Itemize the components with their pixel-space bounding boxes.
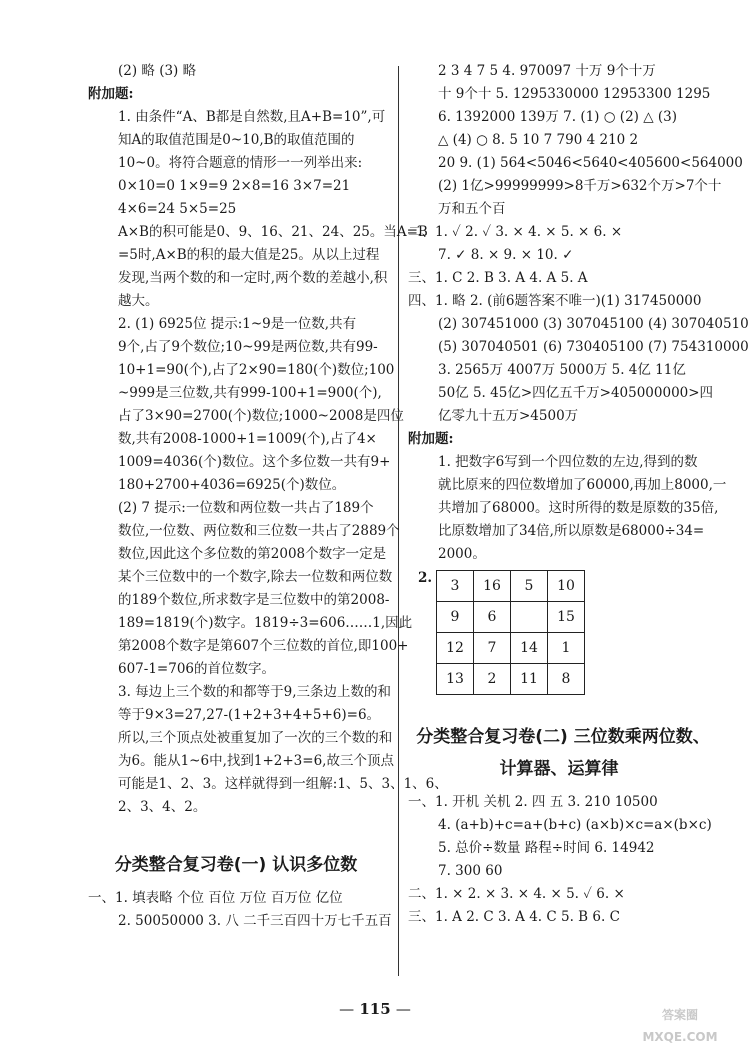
- answer-line: 3. 2565万 4007万 5000万 5. 4亿 11亿: [438, 362, 686, 378]
- answer-line: 第2008个数字是第607个三位数的首位,即100+: [118, 638, 409, 654]
- answer-line: 附加题:: [88, 86, 134, 102]
- magic-square-grid: [436, 570, 585, 695]
- answer-line: 二、1. ✓ 2. ✓ 3. × 4. × 5. × 6. ×: [408, 224, 623, 240]
- answer-line: 189=1819(个)数字。1819÷3=606……1,因此: [118, 615, 413, 631]
- answer-line: (2) 307451000 (3) 307045100 (4) 307040510: [438, 316, 749, 332]
- answer-line: 三、1. A 2. C 3. A 4. C 5. B 6. C: [408, 909, 620, 925]
- answer-line: 二、1. × 2. × 3. × 4. × 5. ✓ 6. ×: [408, 886, 625, 902]
- answer-line: 50亿 5. 45亿>四亿五千万>405000000>四: [438, 385, 714, 401]
- footer-dash-right: —: [395, 1000, 411, 1018]
- answer-line: 万和五个百: [438, 201, 506, 217]
- answer-line: (5) 307040501 (6) 730405100 (7) 754310000: [438, 339, 749, 355]
- answer-line: 2 3 4 7 5 4. 970097 十万 9个十万: [438, 63, 656, 79]
- grid-cell: 14: [511, 633, 548, 664]
- answer-line: 就比原来的四位数增加了60000,再加上8000,一: [438, 477, 727, 493]
- answer-line: 2000。: [438, 546, 486, 562]
- answer-line: 一、1. 填表略 个位 百位 万位 百万位 亿位: [88, 890, 343, 906]
- right-column: [408, 60, 749, 929]
- grid-cell: 10: [548, 571, 585, 602]
- magic-square: [418, 570, 710, 695]
- answer-line: 附加题:: [408, 431, 454, 447]
- grid-row: [437, 664, 585, 695]
- answer-line: 1. 把数字6写到一个四位数的左边,得到的数: [438, 454, 698, 470]
- grid-cell: 12: [437, 633, 474, 664]
- grid-cell: 9: [437, 602, 474, 633]
- grid-cell: 13: [437, 664, 474, 695]
- grid-cell: [511, 602, 548, 633]
- answer-line: 占了3×90=2700(个)数位;1000~2008是四位: [118, 408, 404, 424]
- answer-line: 三、1. C 2. B 3. A 4. A 5. A: [408, 270, 588, 286]
- answer-line: 知A的取值范围是0~10,B的取值范围的: [118, 132, 355, 148]
- answer-line: 2、3、4、2。: [118, 799, 207, 815]
- answer-line: ~999是三位数,共有999-100+1=900(个),: [118, 385, 382, 401]
- answer-line: 发现,当两个数的和一定时,两个数的差越小,积: [118, 270, 388, 286]
- answer-line: (2) 1亿>99999999>8千万>632个万>7个十: [438, 178, 722, 194]
- answer-line: 共增加了68000。这时所得的数是原数的35倍,: [438, 500, 719, 516]
- footer-dash-left: —: [339, 1000, 355, 1018]
- answer-line: 数,共有2008-1000+1=1009(个),占了4×: [118, 431, 377, 447]
- answer-line: (2) 7 提示:一位数和两位数一共占了189个: [118, 500, 374, 516]
- answer-line: 9个,占了9个数位;10~99是两位数,共有99-: [118, 339, 378, 355]
- answer-line: 2. (1) 6925位 提示:1~9是一位数,共有: [118, 316, 357, 332]
- answer-line: 十 9个十 5. 1295330000 12953300 1295: [438, 86, 711, 102]
- grid-cell: 5: [511, 571, 548, 602]
- answer-line: 10~0。将符合题意的情形一一列举出来:: [118, 155, 363, 171]
- answer-line: 5. 总价÷数量 路程÷时间 6. 14942: [438, 840, 655, 856]
- answer-line: 数位,一位数、两位数和三位数一共占了2889个: [118, 523, 400, 539]
- answer-line: 1009=4036(个)数位。这个多位数一共有9+: [118, 454, 391, 470]
- watermark-logo: [620, 1004, 740, 1048]
- page-number: 115: [359, 1000, 391, 1018]
- answer-line: 4. (a+b)+c=a+(b+c) (a×b)×c=a×(b×c): [438, 817, 712, 833]
- answer-line: 7. 300 60: [438, 863, 503, 879]
- magic-square-label: 2.: [418, 570, 433, 586]
- answer-line: 数位,因此这个多位数的第2008个数字一定是: [118, 546, 387, 562]
- section-heading-2-line1: 分类整合复习卷(二) 三位数乘两位数、: [416, 727, 710, 747]
- grid-cell: 16: [474, 571, 511, 602]
- answer-line: 0×10=0 1×9=9 2×8=16 3×7=21: [118, 178, 351, 194]
- answer-line: 亿零九十五万>4500万: [438, 408, 579, 424]
- answer-line: 1. 由条件“A、B都是自然数,且A+B=10”,可: [118, 109, 386, 125]
- grid-cell: 1: [548, 633, 585, 664]
- watermark-line2: MXQE.COM: [642, 1030, 718, 1044]
- answer-line: 10+1=90(个),占了2×90=180(个)数位;100: [118, 362, 395, 378]
- section-heading-1: 分类整合复习卷(一) 认识多位数: [114, 855, 358, 875]
- section-1-answers: [88, 887, 392, 933]
- left-column: [88, 60, 448, 933]
- grid-cell: 3: [437, 571, 474, 602]
- answer-line: (2) 略 (3) 略: [118, 63, 197, 79]
- grid-row: [437, 571, 585, 602]
- answer-line: 的189个数位,所求数字是三位数中的第2008-: [118, 592, 390, 608]
- answer-line: 3. 每边上三个数的和都等于9,三条边上数的和: [118, 684, 392, 700]
- answer-line: 180+2700+4036=6925(个)数位。: [118, 477, 346, 493]
- answer-line: 607-1=706的首位数字。: [118, 661, 275, 677]
- answer-line: 可能是1、2、3。这样就得到一组解:1、5、3、1、6、: [118, 776, 448, 792]
- grid-row: [437, 602, 585, 633]
- answer-line: 越大。: [118, 293, 159, 309]
- watermark-line1: 答案圈: [661, 1008, 698, 1022]
- grid-cell: 2: [474, 664, 511, 695]
- answer-line: 四、1. 略 2. (前6题答案不唯一)(1) 317450000: [408, 293, 702, 309]
- answer-line: 4×6=24 5×5=25: [118, 201, 237, 217]
- grid-cell: 6: [474, 602, 511, 633]
- grid-row: [437, 633, 585, 664]
- answer-line: =5时,A×B的积的最大值是25。从以上过程: [118, 247, 380, 263]
- grid-cell: 7: [474, 633, 511, 664]
- answer-line: A×B的积可能是0、9、16、21、24、25。当A=B: [118, 224, 428, 240]
- left-answer-lines: [88, 60, 448, 819]
- grid-cell: 8: [548, 664, 585, 695]
- right-answer-lines: [408, 60, 749, 566]
- answer-line: 7. ✓ 8. × 9. × 10. ✓: [438, 247, 574, 263]
- answer-line: 20 9. (1) 564<5046<5640<405600<564000: [438, 155, 743, 171]
- answer-line: 某个三位数中的一个数字,除去一位数和两位数: [118, 569, 393, 585]
- section-2-answers: [408, 791, 710, 929]
- grid-cell: 11: [511, 664, 548, 695]
- answer-line: 所以,三个顶点处被重复加了一次的三个数的和: [118, 730, 393, 746]
- answer-line: 等于9×3=27,27-(1+2+3+4+5+6)=6。: [118, 707, 381, 723]
- grid-cell: 15: [548, 602, 585, 633]
- answer-line: 6. 1392000 139万 7. (1) ○ (2) △ (3): [438, 109, 678, 125]
- answer-line: 为6。能从1~6中,找到1+2+3=6,故三个顶点: [118, 753, 394, 769]
- answer-line: △ (4) ○ 8. 5 10 7 790 4 210 2: [438, 132, 639, 148]
- section-heading-2-line2: 计算器、运算律: [499, 759, 619, 779]
- answer-line: 2. 50050000 3. 八 二千三百四十万七千五百: [118, 913, 392, 929]
- answer-line: 一、1. 开机 关机 2. 四 五 3. 210 10500: [408, 794, 658, 810]
- answer-line: 比原数增加了34倍,所以原数是68000÷34=: [438, 523, 705, 539]
